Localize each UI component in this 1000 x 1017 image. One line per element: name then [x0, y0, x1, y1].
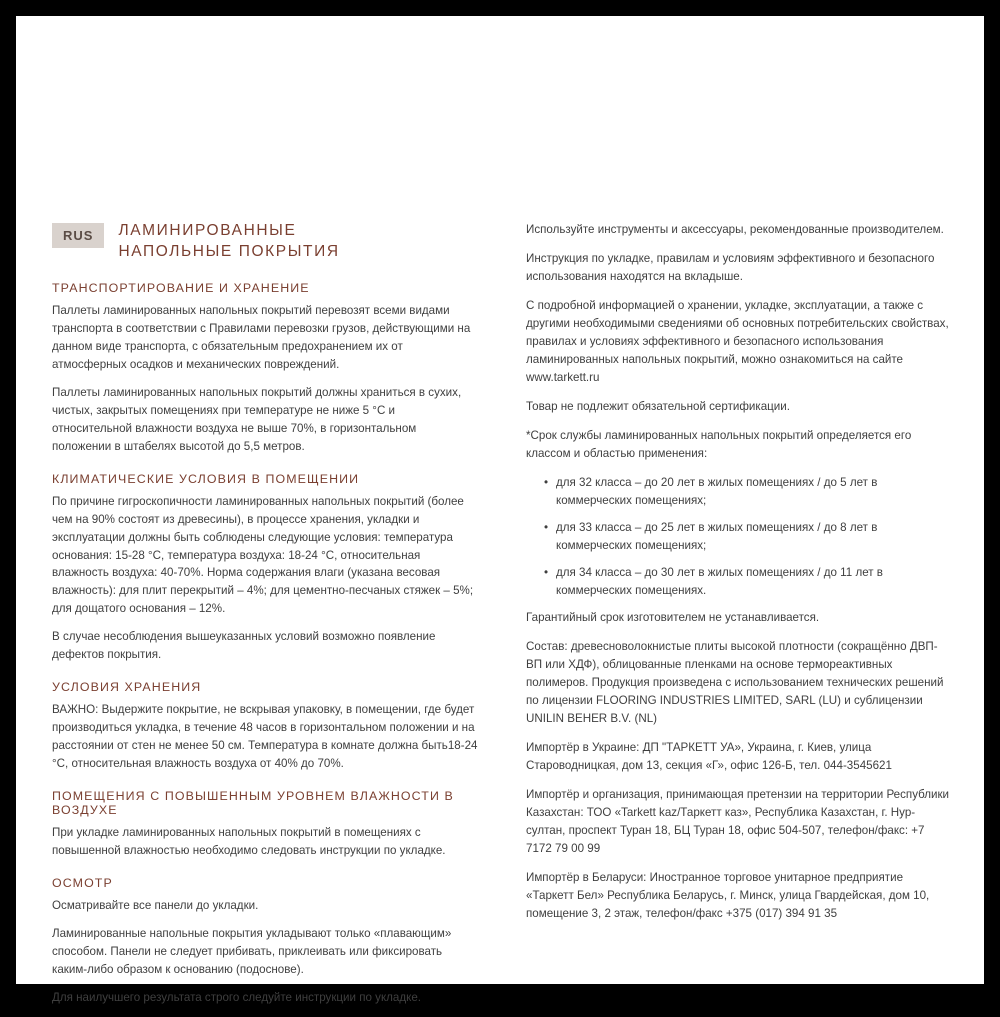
section-heading-storage: УСЛОВИЯ ХРАНЕНИЯ [52, 680, 202, 695]
paragraph-inspection-3: Для наилучшего результата строго следуйте инструкции по укладке. [52, 991, 421, 1004]
document-page [16, 16, 984, 1004]
paragraph-importer-belarus: Импортёр в Беларуси: Иностранное торговое унитарное предприятие «Таркетт Бел» Республика Беларусь, г. Минск, улица Гвардейская, дом 10, помещение 3, 2 этаж, телефон/факс +375 (017) 394 91 35 [526, 871, 930, 921]
page-title-line1: ЛАМИНИРОВАННЫЕ [118, 222, 297, 239]
paragraph-importer-ukraine: Импортёр в Украине: ДП "ТАРКЕТТ УА», Украина, г. Киев, улица Староводницкая, дом 13, секция «Г», офис 126-Б, тел. 044-3545621 [526, 741, 892, 773]
left-column [52, 221, 478, 1017]
paragraph-storage-1: ВАЖНО: Выдержите покрытие, не вскрывая упаковку, в помещении, где будет производиться укладка, в течение 48 часов в горизонтальном положении и на расстоянии от стен не менее 50 см. Температура в комнате должна быть18-24 °С, относительная влажность воздуха от 40% до 70%. [52, 703, 478, 771]
paragraph-inspection-2: Ламинированные напольные покрытия укладывают только «плавающим» способом. Панели не следует прибивать, приклеивать или фиксировать каким-либо образом к основанию (подоснове). [52, 927, 452, 977]
section-heading-inspection: ОСМОТР [52, 876, 113, 891]
list-item: • для 33 класса – до 25 лет в жилых помещениях / до 8 лет в коммерческих помещениях; [544, 519, 952, 555]
section-heading-transport: ТРАНСПОРТИРОВАНИЕ И ХРАНЕНИЕ [52, 280, 310, 295]
right-column [526, 221, 952, 1017]
section-heading-climate: КЛИМАТИЧЕСКИЕ УСЛОВИЯ В ПОМЕЩЕНИИ [52, 471, 360, 486]
paragraph-importer-kazakhstan: Импортёр и организация, принимающая претензии на территории Республики Казахстан: ТОО «Tarkett kaz/Таркетт каз», Республика Казахстан, г. Нур-султан, проспект Туран 18, БЦ Туран 18, офис 504-507, телефон/факс: +7 7172 79 00 99 [526, 788, 950, 856]
paragraph-tools: Используйте инструменты и аксессуары, рекомендованные производителем. [526, 223, 944, 236]
list-item: • для 34 класса – до 30 лет в жилых помещениях / до 11 лет в коммерческих помещениях. [544, 564, 952, 600]
list-item: • для 32 класса – до 20 лет в жилых помещениях / до 5 лет в коммерческих помещениях; [544, 474, 952, 510]
language-badge: RUS [52, 223, 104, 248]
paragraph-climate-1: По причине гигроскопичности ламинированных напольных покрытий (более чем на 90% состоят из древесины), в процессе хранения, укладки и эксплуатации должны быть соблюдены следующие условия: температура основания: 15-28 °С, температура воздуха: 18-24 °С, относительная влажность воздуха: 40-70%. Норма содержания влаги (указана весовая влажность): для плит перекрытий – 4%; для цементно-песчаных стяжек – 5%; для дощатого основания – 12%. [52, 494, 474, 616]
paragraph-climate-2: В случае несоблюдения вышеуказанных условий возможно появление дефектов покрытия. [52, 630, 436, 662]
paragraph-more-info: С подробной информацией о хранении, укладке, эксплуатации, а также с другими необходимыми сведениями об основных потребительских свойствах, правилах и условиях эффективного и безопасного использования ламинированных напольных покрытий, можно ознакомиться на сайте www.tarkett.ru [526, 298, 949, 384]
page-title-line2: НАПОЛЬНЫЕ ПОКРЫТИЯ [118, 242, 340, 260]
page-title [118, 221, 339, 263]
paragraph-warranty: Гарантийный срок изготовителем не устанавливается. [526, 611, 820, 625]
document-header [52, 221, 478, 263]
paragraph-humidity-1: При укладке ламинированных напольных покрытий в помещениях с повышенной влажностью необходимо следовать инструкции по укладке. [52, 826, 446, 858]
paragraph-instruction-insert: Инструкция по укладке, правилам и условиям эффективного и безопасного использования находятся на вкладыше. [526, 251, 935, 283]
paragraph-inspection-1: Осматривайте все панели до укладки. [52, 899, 259, 913]
paragraph-composition: Состав: древесноволокнистые плиты высокой плотности (сокращённо ДВП-ВП или ХДФ), облицованные пленками на основе термореактивных полимеров. Продукция произведена с использованием технических решений по лицензии FLOORING INDUSTRIES LIMITED, SARL (LU) и сублицензии UNILIN BEHER B.V. (NL) [526, 640, 944, 726]
paragraph-certification: Товар не подлежит обязательной сертификации. [526, 399, 790, 413]
paragraph-transport-2: Паллеты ламинированных напольных покрытий должны храниться в сухих, чистых, закрытых помещениях при температуре не ниже 5 °С и относительной влажности воздуха не выше 70%, в горизонтальном положении в штабелях высотой до 5,5 метров. [52, 385, 462, 453]
document-content [52, 221, 952, 1017]
paragraph-transport-1: Паллеты ламинированных напольных покрытий перевозят всеми видами транспорта в соответствии с Правилами перевозки грузов, действующими на данном виде транспорта, с обязательным предохранением их от атмосферных осадков и механических повреждений. [52, 303, 471, 371]
paragraph-service-life: *Срок службы ламинированных напольных покрытий определяется его классом и областью применения: [526, 428, 912, 460]
section-heading-humidity: ПОМЕЩЕНИЯ С ПОВЫШЕННЫМ УРОВНЕМ ВЛАЖНОСТИ В ВОЗДУХЕ [52, 789, 454, 818]
service-life-list [526, 474, 952, 600]
